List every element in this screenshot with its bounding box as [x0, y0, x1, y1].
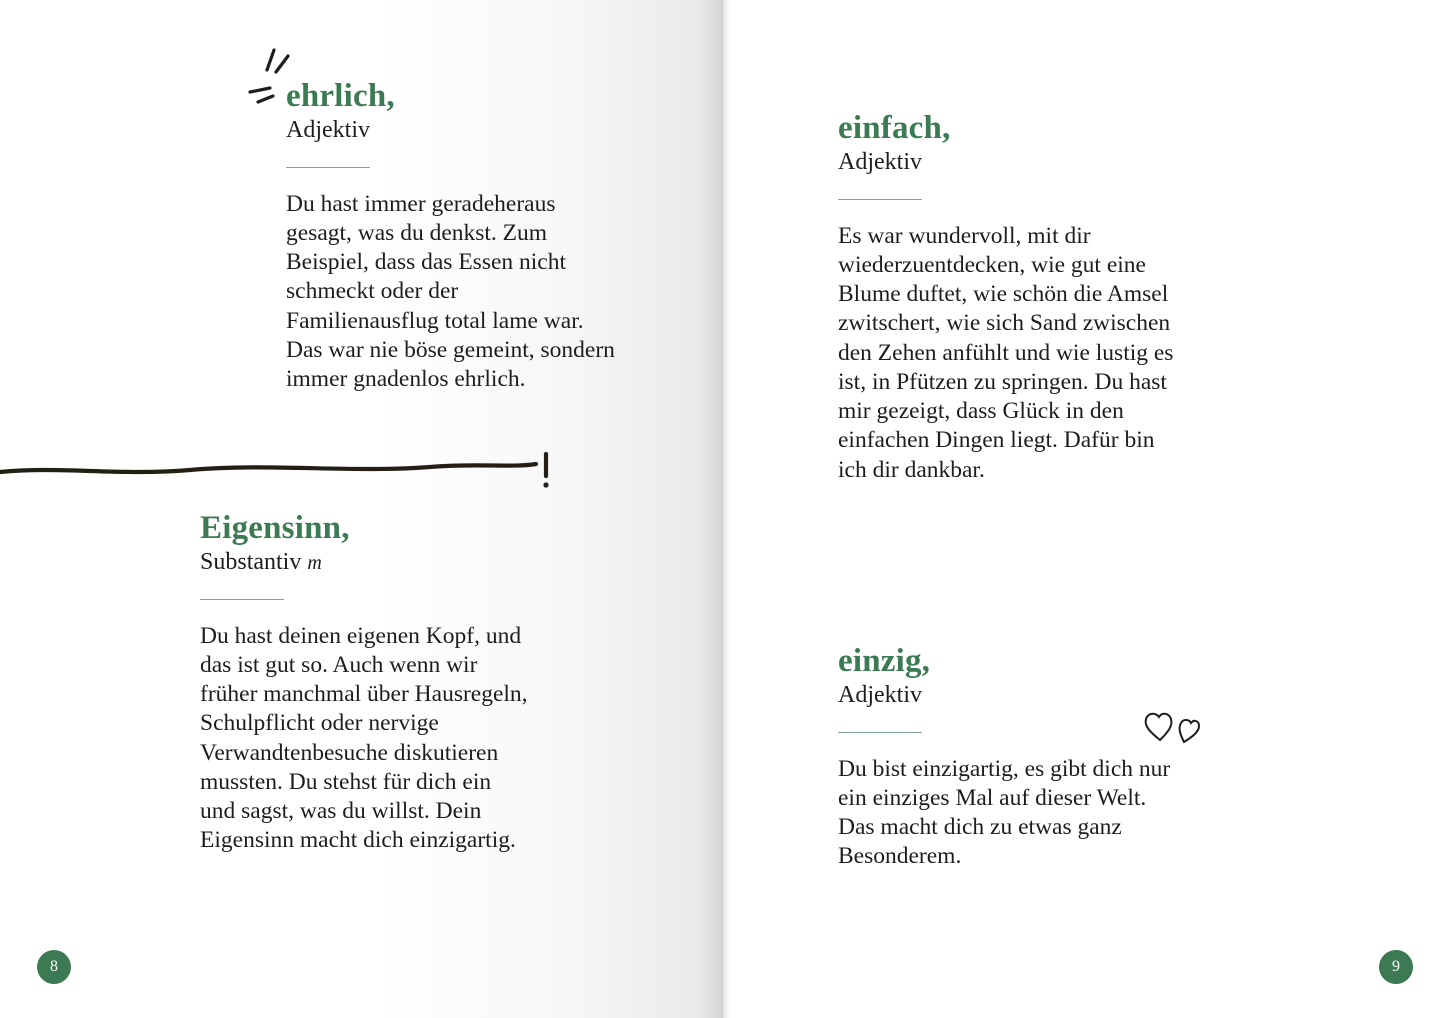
dictionary-entry-eigensinn	[200, 512, 530, 856]
entry-headword: einfach,	[838, 110, 951, 146]
dictionary-entry-ehrlich	[286, 80, 616, 394]
entry-part-of-speech: Adjektiv	[838, 682, 922, 708]
page-number-left: 8	[37, 950, 71, 984]
entry-divider	[838, 732, 922, 733]
dictionary-entry-einfach	[838, 112, 1178, 485]
entry-body-text: Du hast immer geradeheraus gesagt, was du denkst. Zum Beispiel, dass das Essen nicht schmeckt oder der Familienausflug total lame war. Das war nie böse gemeint, sondern immer gnadenlos ehrlich.	[286, 190, 615, 393]
entry-part-of-speech: Adjektiv	[838, 149, 922, 175]
dictionary-entry-einzig	[838, 645, 1178, 872]
entry-part-of-speech	[200, 549, 530, 577]
page-number-right: 9	[1379, 950, 1413, 984]
entry-headword: Eigensinn,	[200, 510, 350, 546]
entry-body-text: Es war wundervoll, mit dir wiederzuentdecken, wie gut eine Blume duftet, wie schön die Amsel zwitschert, wie sich Sand zwischen den Zehen anfühlt und wie lustig es ist, in Pfützen zu springen. Du hast mir gezeigt, dass Glück in den einfachen Dingen liegt. Dafür bin ich dir dankbar.	[838, 222, 1174, 483]
entry-pos-label: Substantiv	[200, 549, 302, 575]
entry-body-text: Du bist einzigartig, es gibt dich nur ein einziges Mal auf dieser Welt. Das macht dich zu etwas ganz Besonderem.	[838, 755, 1171, 870]
entry-headword: einzig,	[838, 643, 931, 679]
entry-gender-label: m	[307, 552, 322, 574]
entry-divider	[286, 167, 370, 168]
entry-body-text: Du hast deinen eigenen Kopf, und das ist gut so. Auch wenn wir früher manchmal über Hausregeln, Schulpflicht oder nervige Verwandtenbesuche diskutieren mussten. Du stehst für dich ein und sagst, was du willst. Dein Eigensinn macht dich einzigartig.	[200, 622, 528, 854]
entry-part-of-speech: Adjektiv	[286, 117, 370, 143]
entry-divider	[838, 199, 922, 200]
entry-divider	[200, 599, 284, 600]
entry-headword: ehrlich,	[286, 78, 395, 114]
